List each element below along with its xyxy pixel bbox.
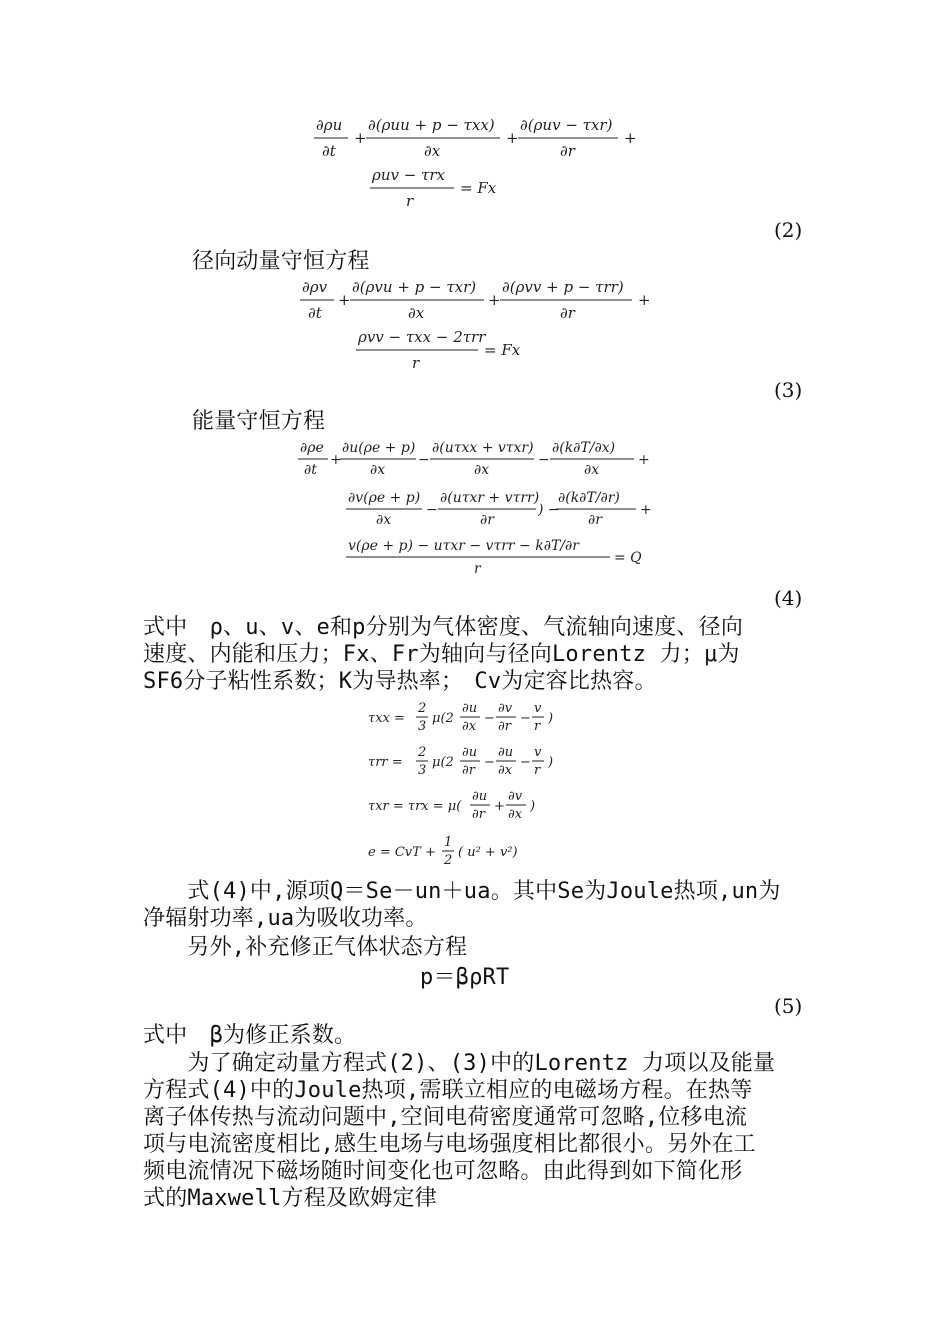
svg-text:∂x: ∂x	[508, 807, 523, 822]
svg-text:∂x: ∂x	[376, 512, 392, 528]
svg-text:2: 2	[418, 701, 427, 716]
svg-text:∂r: ∂r	[498, 719, 511, 734]
svg-text:+: +	[338, 291, 351, 309]
svg-text:v: v	[534, 701, 542, 716]
svg-text:∂(k∂T/∂x): ∂(k∂T/∂x)	[552, 440, 616, 456]
svg-text:∂r: ∂r	[560, 142, 575, 160]
paragraph-line: 离子体传热与流动问题中,空间电荷密度通常可忽略,位移电流	[143, 1105, 748, 1130]
svg-text:e = CvT +: e = CvT +	[368, 845, 436, 860]
svg-text:∂(uτxr + vτrr): ∂(uτxr + vτrr)	[440, 490, 540, 506]
svg-text:( u² + v²): ( u² + v²)	[458, 845, 518, 860]
svg-text:∂r: ∂r	[472, 807, 485, 822]
paragraph-line: 为了确定动量方程式(2)、(3)中的Lorentz 力项以及能量	[143, 1051, 776, 1076]
equation-2-number: (2)	[774, 218, 803, 242]
svg-text:): )	[530, 799, 536, 814]
svg-text:3: 3	[418, 719, 427, 734]
svg-text:+: +	[506, 129, 519, 147]
paragraph-correction-coefficient: 式中 β为修正系数。	[143, 1023, 357, 1048]
svg-text:∂x: ∂x	[370, 462, 386, 478]
svg-text:r: r	[474, 561, 481, 577]
svg-text:): )	[548, 755, 554, 770]
paragraph-line: 式中 ρ、u、v、e和p分别为气体密度、气流轴向速度、径向	[143, 615, 744, 640]
equation-2	[312, 112, 652, 212]
svg-text:ρvv − τxx − 2τrr: ρvv − τxx − 2τrr	[358, 328, 486, 346]
svg-text:3: 3	[418, 763, 427, 778]
svg-text:2: 2	[418, 745, 427, 760]
svg-text:∂x: ∂x	[474, 462, 490, 478]
svg-text:∂(ρuv − τxr): ∂(ρuv − τxr)	[520, 116, 613, 134]
equation-4	[298, 436, 658, 578]
equation-3	[298, 274, 658, 374]
heading-radial-momentum: 径向动量守恒方程	[192, 249, 370, 274]
svg-text:+: +	[354, 129, 367, 147]
svg-text:r: r	[534, 763, 541, 778]
svg-text:τxx =: τxx =	[368, 711, 405, 726]
stress-equations-graphic	[368, 700, 608, 870]
svg-text:∂ρe: ∂ρe	[300, 440, 324, 456]
paragraph-line: 速度、内能和压力；Fx、Fr为轴向与径向Lorentz 力；μ为	[143, 642, 740, 667]
svg-text:τrr =: τrr =	[368, 755, 403, 770]
svg-text:∂ρv: ∂ρv	[302, 278, 328, 296]
svg-text:= Fx: = Fx	[484, 341, 521, 359]
svg-text:∂r: ∂r	[560, 304, 575, 322]
svg-text:= Q: = Q	[614, 550, 642, 566]
svg-text:∂t: ∂t	[304, 462, 317, 478]
svg-text:∂x: ∂x	[408, 304, 425, 322]
svg-text:v(ρe + p) − uτxr − vτrr − k∂T/: v(ρe + p) − uτxr − vτrr − k∂T/∂r	[348, 538, 579, 554]
paragraph-line: 式的Maxwell方程及欧姆定律	[143, 1186, 437, 1211]
svg-text:∂r: ∂r	[462, 763, 475, 778]
equation-2-graphic	[312, 112, 652, 212]
heading-energy-conservation: 能量守恒方程	[192, 409, 326, 434]
svg-text:2: 2	[444, 853, 453, 868]
paragraph-line: SF6分子粘性系数；K为导热率； Cv为定容比热容。	[143, 669, 657, 694]
svg-text:μ(2: μ(2	[432, 755, 454, 770]
svg-text:∂r: ∂r	[588, 512, 602, 528]
svg-text:∂ρu: ∂ρu	[316, 116, 343, 134]
svg-text:+: +	[638, 452, 650, 468]
equation-4-number: (4)	[774, 586, 803, 610]
stress-equations	[368, 700, 608, 870]
svg-text:∂x: ∂x	[424, 142, 441, 160]
svg-text:∂u: ∂u	[462, 745, 478, 760]
svg-text:): )	[548, 711, 554, 726]
svg-text:−: −	[520, 755, 531, 770]
svg-text:τxr = τrx = μ(: τxr = τrx = μ(	[368, 799, 462, 814]
paragraph-line: 式(4)中,源项Q＝Se－un＋ua。其中Se为Joule热项,un为	[143, 879, 781, 904]
svg-text:r: r	[534, 719, 541, 734]
svg-text:∂v: ∂v	[498, 701, 513, 716]
svg-text:∂(ρvu + p − τxr): ∂(ρvu + p − τxr)	[352, 278, 477, 296]
svg-text:∂u: ∂u	[462, 701, 478, 716]
svg-text:−: −	[484, 755, 495, 770]
svg-text:∂(k∂T/∂r): ∂(k∂T/∂r)	[558, 490, 620, 506]
equation-4-graphic	[298, 436, 658, 578]
svg-text:+: +	[494, 799, 505, 814]
svg-text:+: +	[638, 291, 651, 309]
paragraph-variable-definitions	[143, 614, 743, 695]
svg-text:∂(ρvv + p − τrr): ∂(ρvv + p − τrr)	[502, 278, 624, 296]
svg-text:∂x: ∂x	[498, 763, 513, 778]
equation-3-number: (3)	[774, 378, 803, 402]
svg-text:1: 1	[444, 835, 453, 850]
paragraph-line: 净辐射功率,ua为吸收功率。	[143, 906, 428, 931]
svg-text:−: −	[418, 452, 430, 468]
equation-5: p＝βρRT	[420, 965, 510, 990]
svg-text:ρuv − τrx: ρuv − τrx	[372, 166, 445, 184]
svg-text:∂x: ∂x	[462, 719, 477, 734]
svg-text:∂(ρuu + p − τxx): ∂(ρuu + p − τxx)	[368, 116, 495, 134]
svg-text:+: +	[624, 129, 637, 147]
svg-text:∂t: ∂t	[322, 142, 336, 160]
svg-text:+: +	[488, 291, 501, 309]
svg-text:∂u: ∂u	[498, 745, 514, 760]
svg-text:∂v(ρe + p): ∂v(ρe + p)	[348, 490, 421, 506]
svg-text:∂r: ∂r	[480, 512, 494, 528]
svg-text:∂(uτxx + vτxr): ∂(uτxx + vτxr)	[432, 440, 534, 456]
svg-text:v: v	[534, 745, 542, 760]
paragraph-maxwell-intro	[143, 1050, 775, 1212]
svg-text:r: r	[412, 354, 420, 372]
paragraph-source-term	[143, 878, 781, 932]
equation-3-graphic	[298, 274, 658, 374]
svg-text:μ(2: μ(2	[432, 711, 454, 726]
svg-text:−: −	[484, 711, 495, 726]
svg-text:∂v: ∂v	[508, 789, 523, 804]
paragraph-state-equation-intro: 另外,补充修正气体状态方程	[143, 935, 468, 960]
svg-text:) −: ) −	[538, 502, 560, 518]
svg-text:+: +	[640, 502, 652, 518]
svg-text:+: +	[330, 452, 342, 468]
paragraph-line: 频电流情况下磁场随时间变化也可忽略。由此得到如下简化形	[143, 1159, 743, 1184]
paragraph-line: 项与电流密度相比,感生电场与电场强度相比都很小。另外在工	[143, 1132, 756, 1157]
svg-text:∂x: ∂x	[584, 462, 600, 478]
svg-text:= Fx: = Fx	[460, 179, 497, 197]
equation-5-number: (5)	[774, 994, 803, 1018]
svg-text:∂t: ∂t	[308, 304, 322, 322]
svg-text:∂u: ∂u	[472, 789, 488, 804]
svg-text:−: −	[520, 711, 531, 726]
svg-text:∂u(ρe + p): ∂u(ρe + p)	[342, 440, 416, 456]
svg-text:−: −	[426, 502, 438, 518]
svg-text:−: −	[538, 452, 550, 468]
svg-text:r: r	[406, 192, 414, 210]
paragraph-line: 方程式(4)中的Joule热项,需联立相应的电磁场方程。在热等	[143, 1078, 753, 1103]
